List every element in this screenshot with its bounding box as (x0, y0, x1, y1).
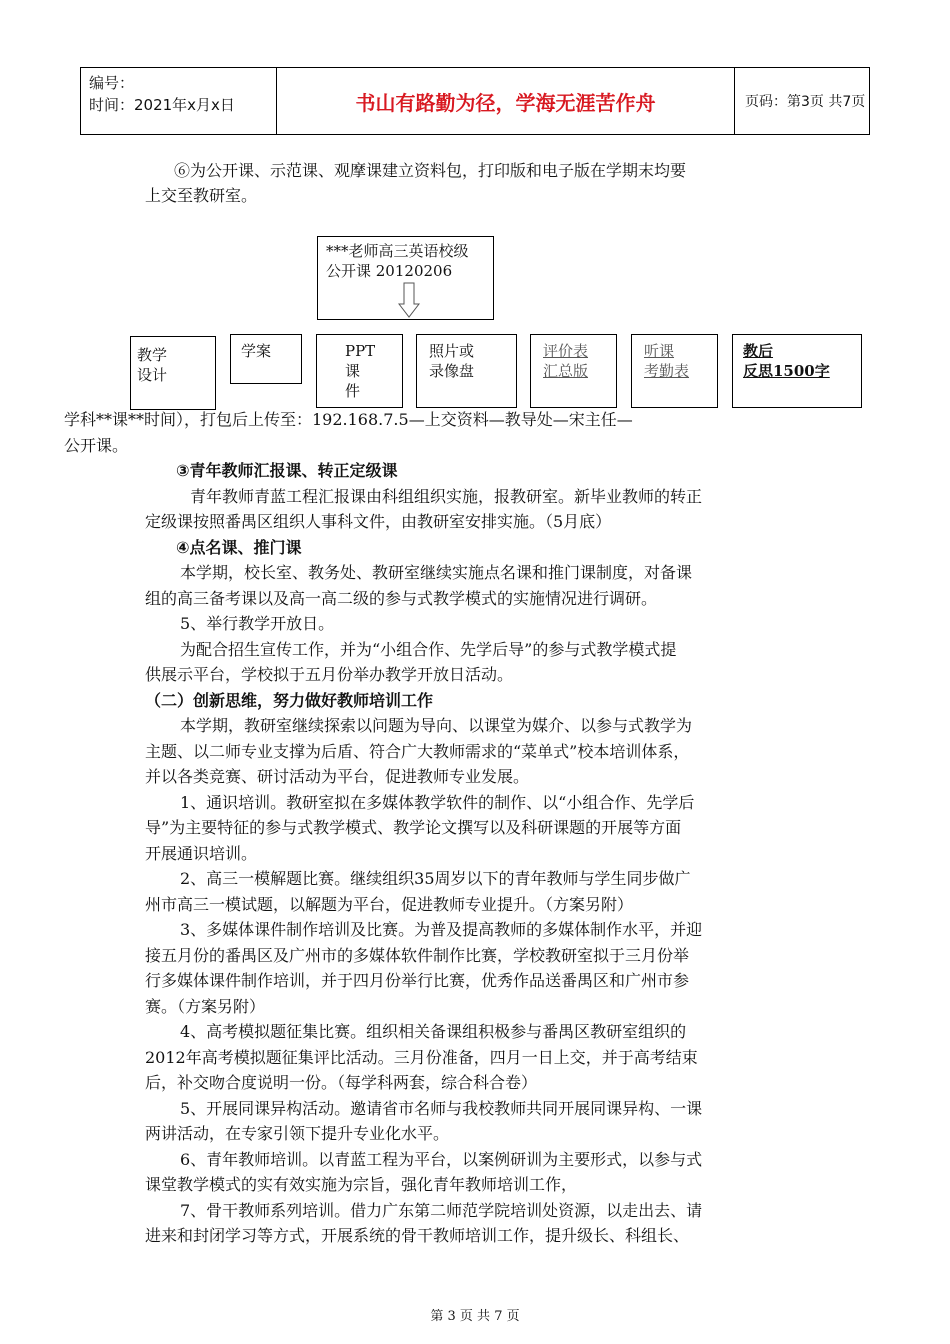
box-label-line-1: 听课 (644, 342, 675, 360)
body-line: 州市高三一模试题，以解题为平台，促进教师专业提升。（方案另附） (145, 894, 634, 914)
diagram-title-line-1: ***老师高三英语校级 (326, 242, 469, 260)
box-label-line-2: 设计 (137, 366, 168, 384)
box-label-line-2: 课件 (345, 362, 361, 400)
body-line: 青年教师青蓝工程汇报课由科组组织实施，报教研室。新毕业教师的转正 (190, 486, 703, 506)
body-line: 本学期，教研室继续探索以问题为导向、以课堂为媒介、以参与式教学为 (180, 716, 693, 735)
intro-line-2: 上交至教研室。 (145, 186, 258, 205)
diagram-box-attendance (631, 334, 718, 408)
body-line: 3、多媒体课件制作培训及比赛。为普及提高教师的多媒体制作水平，并迎 (180, 920, 703, 939)
body-line: 进来和封闭学习等方式，开展系统的骨干教师培训工作，提升级长、科组长、 (145, 1226, 690, 1245)
diagram-title-line-2: 公开课 20120206 (326, 262, 453, 280)
header-motto: 书山有路勤为径，学海无涯苦作舟 (277, 68, 735, 134)
box-label-line-2: 汇总版 (543, 362, 589, 380)
box-label-line-1: 教学 (137, 346, 168, 364)
body-line: 主题、以二师专业支撑为后盾、符合广大教师需求的“菜单式”校本培训体系， (145, 741, 690, 761)
header-page-info: 页码：第3页 共7页 (745, 94, 866, 110)
body-line: 7、骨干教师系列培训。借力广东第二师范学院培训处资源，以走出去、请 (180, 1200, 703, 1220)
number-label: 编号： (89, 74, 135, 92)
body-line: 供展示平台，学校拟于五月份举办教学开放日活动。 (145, 665, 514, 684)
down-arrow-icon (398, 282, 420, 318)
intro-line-1: ⑥为公开课、示范课、观摩课建立资料包，打印版和电子版在学期末均要 (174, 161, 687, 180)
diagram-box-study-plan (230, 334, 302, 384)
body-line: 定级课按照番禺区组织人事科文件，由教研室安排实施。（5月底） (145, 512, 612, 531)
body-line: 两讲活动，在专家引领下提升专业化水平。 (145, 1124, 450, 1143)
time-label: 时间：2021年x月x日 (89, 96, 235, 114)
diagram-box-teaching-design (130, 336, 216, 410)
box-label-line-2: 考勤表 (644, 362, 690, 380)
body-line: 学科**课**时间），打包后上传至：192.168.7.5—上交资料—教导处—宋主任— (64, 410, 633, 429)
diagram-box-evaluation (530, 334, 617, 408)
body-line: 行多媒体课件制作培训，并于四月份举行比赛，优秀作品送番禺区和广州市参 (145, 971, 690, 990)
body-line: （二）创新思维，努力做好教师培训工作 (145, 690, 434, 710)
box-label-line-1: 教后 (743, 342, 774, 360)
box-label-line-1: 评价表 (543, 342, 589, 360)
box-label-line-2: 反思1500字 (743, 362, 830, 380)
page-footer: 第 3 页 共 7 页 (430, 1309, 520, 1324)
header-meta (81, 68, 277, 134)
body-line: 2、高三一模解题比赛。继续组织35周岁以下的青年教师与学生同步做广 (180, 869, 691, 888)
body-line: 后，补交吻合度说明一份。（每学科两套，综合科合卷） (145, 1073, 538, 1092)
body-line: 导”为主要特征的参与式教学模式、教学论文撰写以及科研课题的开展等方面 (145, 818, 682, 837)
box-label-line-1: 照片或 (429, 342, 475, 360)
body-line: 并以各类竞赛、研讨活动为平台，促进教师专业发展。 (145, 767, 530, 786)
body-line: 2012年高考模拟题征集评比活动。三月份准备，四月一日上交，并于高考结束 (145, 1047, 698, 1067)
diagram-box-photo-video (416, 334, 517, 408)
body-line: ④点名课、推门课 (176, 537, 302, 557)
body-line: 课堂教学模式的实有效实施为宗旨，强化青年教师培训工作， (145, 1175, 578, 1194)
body-line: 本学期，校长室、教务处、教研室继续实施点名课和推门课制度，对备课 (180, 563, 693, 582)
box-label-line-1: PPT (345, 342, 376, 360)
body-line: 接五月份的番禺区及广州市的多媒体软件制作比赛，学校教研室拟于三月份举 (145, 945, 690, 965)
body-line: 赛。（方案另附） (145, 996, 266, 1016)
body-line: 开展通识培训。 (145, 843, 258, 863)
body-line: 4、高考模拟题征集比赛。组织相关备课组积极参与番禺区教研室组织的 (180, 1022, 687, 1041)
body-line: ③青年教师汇报课、转正定级课 (176, 461, 398, 480)
body-line: 公开课。 (64, 435, 129, 455)
body-line: 组的高三备考课以及高一高二级的参与式教学模式的实施情况进行调研。 (145, 588, 658, 608)
diagram-box-reflection (732, 334, 862, 408)
body-line: 5、举行教学开放日。 (180, 614, 335, 633)
body-line: 5、开展同课异构活动。邀请省市名师与我校教师共同开展同课异构、一课 (180, 1098, 703, 1118)
box-label-line-1: 学案 (241, 342, 272, 360)
body-line: 1、通识培训。教研室拟在多媒体教学软件的制作、以“小组合作、先学后 (180, 792, 695, 812)
header-table (80, 67, 870, 135)
diagram-box-ppt (316, 334, 403, 408)
body-line: 为配合招生宣传工作，并为“小组合作、先学后导”的参与式教学模式提 (180, 639, 677, 659)
box-label-line-2: 录像盘 (429, 362, 475, 380)
body-line: 6、青年教师培训。以青蓝工程为平台，以案例研训为主要形式，以参与式 (180, 1149, 703, 1169)
